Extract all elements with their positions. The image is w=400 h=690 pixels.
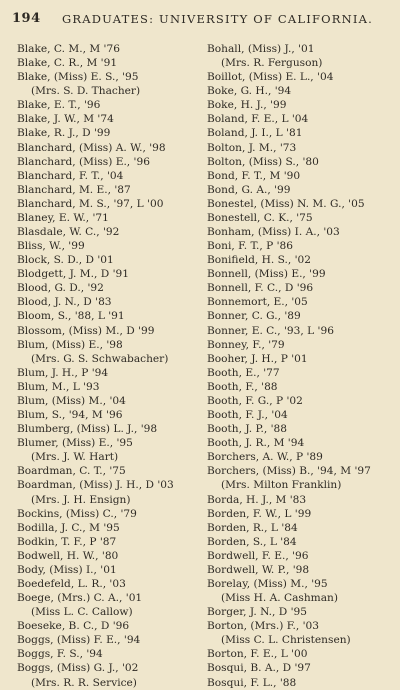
graduate-entry: Bond, G. A., '99 [207, 183, 291, 196]
married-name-entry: (Mrs. J. H. Ensign) [31, 493, 131, 506]
graduate-entry: Borchers, A. W., P '89 [207, 451, 323, 464]
graduate-entry: Blanchard, M. E., '87 [17, 183, 131, 196]
graduate-entry: Boggs, (Miss) G. J., '02 [17, 662, 139, 675]
graduate-entry: Boni, F. T., P '86 [207, 240, 294, 253]
graduate-entry: Boggs, (Miss) F. E., '94 [17, 634, 141, 647]
graduate-entry: Borda, H. J., M '83 [207, 493, 307, 506]
graduate-entry: Borelay, (Miss) M., '95 [207, 577, 328, 590]
graduate-entry: Blake, C. R., M '91 [17, 57, 118, 70]
graduate-entry: Blanchard, M. S., '97, L '00 [17, 197, 164, 210]
graduate-entry: Body, (Miss) I., '01 [17, 563, 117, 576]
graduate-entry: Borchers, (Miss) B., '94, M '97 [207, 465, 371, 478]
graduate-entry: Bonnemort, E., '05 [207, 296, 308, 309]
graduate-entry: Booth, E., '77 [207, 366, 280, 379]
graduate-entry: Bond, F. T., M '90 [207, 169, 301, 182]
married-name-entry: (Mrs. R. R. Service) [31, 676, 137, 689]
graduate-entry: Blumer, (Miss) E., '95 [17, 437, 133, 450]
graduate-entry: Bordwell, W. P., '98 [207, 563, 310, 576]
graduate-entry: Bonney, F., '79 [207, 338, 285, 351]
graduate-entry: Borden, F. W., L '99 [207, 507, 312, 520]
graduate-entry: Bodwell, H. W., '80 [17, 549, 119, 562]
married-name-entry: (Mrs. S. D. Thacher) [31, 85, 141, 98]
graduate-entry: Blake, C. M., M '76 [17, 43, 120, 55]
graduate-entry: Boardman, C. T., '75 [17, 465, 126, 478]
graduate-entry: Blossom, (Miss) M., D '99 [17, 324, 155, 337]
graduate-entry: Boillot, (Miss) E. L., '04 [207, 71, 334, 84]
graduate-entry: Blanchard, F. T., '04 [17, 169, 124, 182]
graduate-entry: Bosqui, B. A., D '97 [207, 662, 311, 675]
graduate-entry: Booth, F., '88 [207, 380, 278, 393]
graduate-entry: Borden, R., L '84 [207, 521, 298, 534]
graduate-entry: Blanchard, (Miss) A. W., '98 [17, 141, 166, 154]
graduate-entry: Booth, J. P., '88 [207, 423, 287, 436]
married-name-entry: (Mrs. J. W. Hart) [31, 451, 119, 464]
graduate-entry: Block, S. D., D '01 [17, 254, 114, 267]
graduate-entry: Booth, F. G., P '02 [207, 394, 303, 407]
graduate-entry: Boke, H. J., '99 [207, 99, 287, 112]
graduate-entry: Boke, G. H., '94 [207, 85, 292, 98]
graduate-entry: Bockins, (Miss) C., '79 [17, 507, 137, 520]
married-name-entry: (Miss H. A. Cashman) [221, 592, 338, 605]
graduate-entry: Boardman, (Miss) J. H., D '03 [17, 479, 174, 492]
married-name-entry: (Mrs. Milton Franklin) [221, 479, 342, 492]
graduate-entry: Blum, J. H., P '94 [17, 366, 109, 379]
graduate-entry: Bonner, E. C., '93, L '96 [207, 324, 334, 337]
running-title: GRADUATES: UNIVERSITY OF CALIFORNIA. [62, 12, 374, 26]
graduate-entry: Borton, (Mrs.) F., '03 [207, 620, 319, 633]
graduate-entry: Bodkin, T. F., P '87 [17, 535, 117, 548]
graduate-entry: Bonner, C. G., '89 [207, 310, 301, 323]
graduate-entry: Blodgett, J. M., D '91 [17, 268, 129, 281]
graduate-entry: Booth, J. R., M '94 [207, 437, 305, 450]
graduate-entry: Blood, G. D., '92 [17, 282, 104, 295]
married-name-entry: (Mrs. R. Ferguson) [221, 57, 323, 70]
married-name-entry: (Miss L. C. Callow) [31, 606, 133, 619]
graduate-entry: Booher, J. H., P '01 [207, 352, 308, 365]
graduate-entry: Bliss, W., '99 [17, 240, 85, 253]
graduate-entry: Borton, F. E., L '00 [207, 648, 308, 661]
graduate-entry: Blum, M., L '93 [17, 380, 100, 393]
graduate-entry: Blake, E. T., '96 [17, 99, 101, 112]
graduate-entry: Booth, F. J., '04 [207, 409, 288, 422]
married-name-entry: (Miss C. L. Christensen) [221, 634, 351, 647]
graduate-entry: Blake, J. W., M '74 [17, 113, 114, 126]
graduate-entry: Bohall, (Miss) J., '01 [207, 43, 315, 55]
graduate-entry: Blum, (Miss) E., '98 [17, 338, 123, 351]
graduate-entry: Bosqui, F. L., '88 [207, 676, 297, 689]
graduate-entry: Bonnell, F. C., D '96 [207, 282, 314, 295]
graduate-entry: Bonestell, C. K., '75 [207, 211, 313, 224]
graduate-entry: Bloom, S., '88, L '91 [17, 310, 125, 323]
graduate-entry: Blood, J. N., D '83 [17, 296, 112, 309]
right-column [207, 42, 397, 690]
graduate-entry: Bonifield, H. S., '02 [207, 254, 311, 267]
graduate-entry: Blum, S., '94, M '96 [17, 409, 123, 422]
graduate-entry: Blumberg, (Miss) L. J., '98 [17, 423, 158, 436]
graduate-entry: Boeseke, B. C., D '96 [17, 620, 130, 633]
graduate-entry: Borger, J. N., D '95 [207, 606, 308, 619]
page-number: 194 [12, 11, 41, 26]
graduate-entry: Blake, (Miss) E. S., '95 [17, 71, 139, 84]
graduate-entry: Borden, S., L '84 [207, 535, 297, 548]
left-column [17, 42, 205, 690]
graduate-entry: Bordwell, F. E., '96 [207, 549, 309, 562]
graduate-entry: Bolton, J. M., '73 [207, 141, 297, 154]
graduate-entry: Bonestel, (Miss) N. M. G., '05 [207, 197, 365, 210]
married-name-entry: (Mrs. G. S. Schwabacher) [31, 352, 169, 365]
graduate-entry: Blaney, E. W., '71 [17, 211, 109, 224]
graduate-entry: Boege, (Mrs.) C. A., '01 [17, 592, 143, 605]
graduate-entry: Bodilla, J. C., M '95 [17, 521, 120, 534]
graduate-entry: Boland, J. I., L '81 [207, 127, 303, 140]
graduate-entry: Bonham, (Miss) I. A., '03 [207, 226, 340, 239]
graduate-entry: Blanchard, (Miss) E., '96 [17, 155, 150, 168]
graduate-entry: Boggs, F. S., '94 [17, 648, 103, 661]
graduate-entry: Blum, (Miss) M., '04 [17, 394, 126, 407]
graduate-entry: Blasdale, W. C., '92 [17, 226, 120, 239]
graduate-entry: Bonnell, (Miss) E., '99 [207, 268, 326, 281]
graduate-entry: Boedefeld, L. R., '03 [17, 577, 126, 590]
graduate-entry: Blake, R. J., D '99 [17, 127, 111, 140]
graduate-entry: Bolton, (Miss) S., '80 [207, 155, 319, 168]
graduate-entry: Boland, F. E., L '04 [207, 113, 309, 126]
